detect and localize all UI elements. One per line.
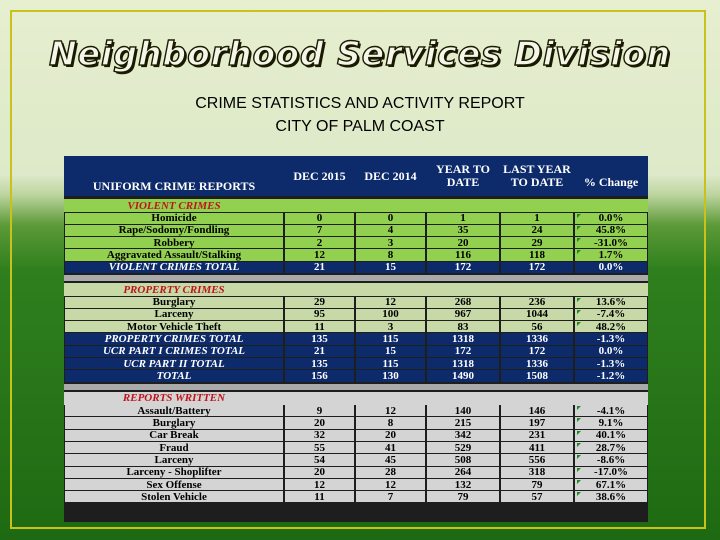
section-title: VIOLENT CRIMES	[64, 199, 284, 212]
table-row	[64, 213, 648, 225]
row-value: 135	[285, 333, 354, 344]
row-value: 83	[427, 321, 499, 332]
section-title-fill	[284, 392, 648, 405]
city-name: CITY OF PALM COAST	[275, 118, 445, 135]
row-label: Larceny	[65, 454, 283, 465]
section-separator	[64, 384, 648, 390]
header-year-to-date: YEAR TO DATE	[436, 162, 490, 189]
row-value: 508	[427, 454, 499, 465]
section-title-fill	[284, 199, 648, 212]
row-value: 12	[356, 297, 425, 308]
table-row	[64, 333, 648, 345]
row-value: 264	[427, 467, 499, 478]
table-row	[64, 249, 648, 261]
row-value: 1336	[501, 333, 573, 344]
row-value: -31.0%	[575, 237, 647, 248]
row-value: 132	[427, 479, 499, 490]
row-value: 0.0%	[575, 213, 647, 224]
row-value: 967	[427, 309, 499, 320]
row-value: 15	[356, 262, 425, 273]
header-dec-2015: DEC 2015	[293, 168, 346, 183]
row-value: 1490	[427, 370, 499, 381]
section-header	[64, 392, 648, 405]
row-value: 1	[427, 213, 499, 224]
row-value: 12	[356, 479, 425, 490]
row-value: 172	[427, 346, 499, 357]
row-value: 20	[285, 417, 354, 428]
section-separator	[64, 275, 648, 281]
row-label: Homicide	[65, 213, 283, 224]
row-value: 20	[427, 237, 499, 248]
section-header	[64, 283, 648, 296]
error-indicator-icon	[577, 468, 581, 472]
table-row	[64, 430, 648, 442]
row-value: -1.3%	[575, 358, 647, 369]
row-label: Larceny	[65, 309, 283, 320]
row-value: 1	[501, 213, 573, 224]
row-value: 0.0%	[575, 346, 647, 357]
row-value: 172	[501, 346, 573, 357]
row-value: -4.1%	[575, 405, 647, 416]
row-value: 11	[285, 321, 354, 332]
error-indicator-icon	[577, 406, 581, 410]
table-row	[64, 454, 648, 466]
row-value: 318	[501, 467, 573, 478]
header-dec-2014: DEC 2014	[364, 168, 417, 183]
row-value: 529	[427, 442, 499, 453]
row-label: Rape/Sodomy/Fondling	[65, 225, 283, 236]
row-value: 268	[427, 297, 499, 308]
row-value: 12	[285, 249, 354, 260]
error-indicator-icon	[577, 250, 581, 254]
row-value: 28.7%	[575, 442, 647, 453]
row-value: 197	[501, 417, 573, 428]
section-header	[64, 199, 648, 212]
row-value: 21	[285, 346, 354, 357]
row-value: 2	[285, 237, 354, 248]
error-indicator-icon	[577, 480, 581, 484]
row-value: 54	[285, 454, 354, 465]
row-value: 20	[285, 467, 354, 478]
row-value: 28	[356, 467, 425, 478]
row-value: 1508	[501, 370, 573, 381]
error-indicator-icon	[577, 431, 581, 435]
header-percent-change: % Change	[583, 174, 639, 189]
header-last-year-to-date: LAST YEAR TO DATE	[503, 162, 571, 189]
row-value: 12	[356, 405, 425, 416]
row-value: 0.0%	[575, 262, 647, 273]
row-label: Assault/Battery	[65, 405, 283, 416]
crime-statistics-table	[64, 156, 648, 522]
row-value: 8	[356, 249, 425, 260]
row-value: 29	[501, 237, 573, 248]
row-value: 41	[356, 442, 425, 453]
error-indicator-icon	[577, 418, 581, 422]
row-value: 45.8%	[575, 225, 647, 236]
row-value: 215	[427, 417, 499, 428]
error-indicator-icon	[577, 492, 581, 496]
row-value: 130	[356, 370, 425, 381]
header-uniform-crime-reports: UNIFORM CRIME REPORTS	[92, 178, 256, 193]
row-value: 3	[356, 321, 425, 332]
row-value: -8.6%	[575, 454, 647, 465]
row-value: 411	[501, 442, 573, 453]
row-value: 100	[356, 309, 425, 320]
row-label: Motor Vehicle Theft	[65, 321, 283, 332]
row-value: 1.7%	[575, 249, 647, 260]
row-value: 7	[356, 491, 425, 502]
row-value: -7.4%	[575, 309, 647, 320]
row-value: 342	[427, 430, 499, 441]
error-indicator-icon	[577, 322, 581, 326]
row-value: 55	[285, 442, 354, 453]
row-value: 118	[501, 249, 573, 260]
row-value: 45	[356, 454, 425, 465]
table-row	[64, 370, 648, 382]
row-label: Larceny - Shoplifter	[65, 467, 283, 478]
row-label: UCR PART II TOTAL	[65, 358, 283, 369]
row-value: 15	[356, 346, 425, 357]
error-indicator-icon	[577, 310, 581, 314]
row-value: 4	[356, 225, 425, 236]
row-value: 8	[356, 417, 425, 428]
row-label: Burglary	[65, 417, 283, 428]
row-value: 29	[285, 297, 354, 308]
row-value: 156	[285, 370, 354, 381]
row-value: 24	[501, 225, 573, 236]
row-value: -17.0%	[575, 467, 647, 478]
page-title: Neighborhood Services Division	[49, 34, 671, 73]
row-value: 1318	[427, 358, 499, 369]
table-row	[64, 309, 648, 321]
table-row	[64, 405, 648, 417]
report-title: CRIME STATISTICS AND ACTIVITY REPORT	[195, 95, 525, 112]
row-value: 21	[285, 262, 354, 273]
error-indicator-icon	[577, 455, 581, 459]
row-value: 11	[285, 491, 354, 502]
row-label: Stolen Vehicle	[65, 491, 283, 502]
row-value: 48.2%	[575, 321, 647, 332]
row-label: UCR PART I CRIMES TOTAL	[65, 346, 283, 357]
row-value: 9.1%	[575, 417, 647, 428]
row-label: VIOLENT CRIMES TOTAL	[65, 262, 283, 273]
row-label: Sex Offense	[65, 479, 283, 490]
row-value: 20	[356, 430, 425, 441]
table-row	[64, 321, 648, 333]
row-value: 79	[501, 479, 573, 490]
error-indicator-icon	[577, 214, 581, 218]
error-indicator-icon	[577, 443, 581, 447]
table-row	[64, 262, 648, 274]
table-header	[64, 156, 648, 196]
row-value: 1044	[501, 309, 573, 320]
row-label: Fraud	[65, 442, 283, 453]
row-value: 115	[356, 333, 425, 344]
row-label: Aggravated Assault/Stalking	[65, 249, 283, 260]
row-value: 13.6%	[575, 297, 647, 308]
row-value: 172	[427, 262, 499, 273]
row-value: 3	[356, 237, 425, 248]
row-value: 79	[427, 491, 499, 502]
table-row	[64, 479, 648, 491]
row-label: PROPERTY CRIMES TOTAL	[65, 333, 283, 344]
section-title: REPORTS WRITTEN	[64, 392, 284, 405]
row-value: 38.6%	[575, 491, 647, 502]
error-indicator-icon	[577, 298, 581, 302]
row-value: 231	[501, 430, 573, 441]
row-value: 0	[356, 213, 425, 224]
table-row	[64, 225, 648, 237]
row-value: 67.1%	[575, 479, 647, 490]
row-value: 146	[501, 405, 573, 416]
row-value: 135	[285, 358, 354, 369]
row-label: Robbery	[65, 237, 283, 248]
row-value: 95	[285, 309, 354, 320]
row-value: 57	[501, 491, 573, 502]
row-value: 140	[427, 405, 499, 416]
error-indicator-icon	[577, 226, 581, 230]
row-value: 7	[285, 225, 354, 236]
row-value: 172	[501, 262, 573, 273]
row-value: -1.2%	[575, 370, 647, 381]
row-value: 32	[285, 430, 354, 441]
error-indicator-icon	[577, 238, 581, 242]
table-row	[64, 442, 648, 454]
table-row	[64, 467, 648, 479]
row-value: 1318	[427, 333, 499, 344]
table-row	[64, 358, 648, 370]
table-row	[64, 297, 648, 309]
row-value: 1336	[501, 358, 573, 369]
table-row	[64, 346, 648, 358]
table-row	[64, 237, 648, 249]
row-label: Burglary	[65, 297, 283, 308]
row-label: TOTAL	[65, 370, 283, 381]
row-label: Car Break	[65, 430, 283, 441]
row-value: 35	[427, 225, 499, 236]
row-value: -1.3%	[575, 333, 647, 344]
row-value: 236	[501, 297, 573, 308]
row-value: 0	[285, 213, 354, 224]
table-row	[64, 491, 648, 503]
section-title: PROPERTY CRIMES	[64, 283, 284, 296]
row-value: 40.1%	[575, 430, 647, 441]
row-value: 12	[285, 479, 354, 490]
row-value: 56	[501, 321, 573, 332]
row-value: 556	[501, 454, 573, 465]
row-value: 115	[356, 358, 425, 369]
section-title-fill	[284, 283, 648, 296]
table-row	[64, 417, 648, 429]
row-value: 116	[427, 249, 499, 260]
row-value: 9	[285, 405, 354, 416]
